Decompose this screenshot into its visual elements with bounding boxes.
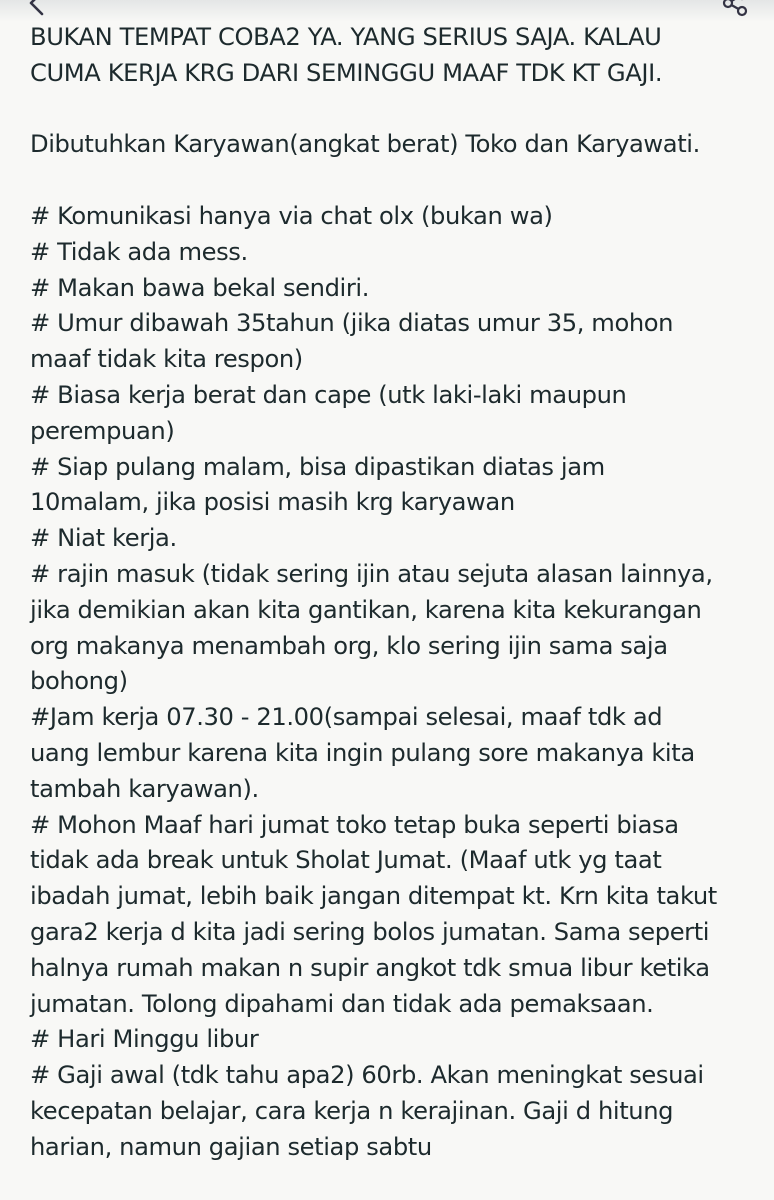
- post-line: # Siap pulang malam, bisa dipastikan diatas jam: [30, 452, 605, 481]
- post-line: perempuan): [30, 416, 175, 445]
- post-line: # Mohon Maaf hari jumat toko tetap buka seperti biasa: [30, 810, 679, 839]
- post-line: tambah karyawan).: [30, 774, 259, 803]
- post-line: # Biasa kerja berat dan cape (utk laki-laki maupun: [30, 380, 627, 409]
- post-line: # Tidak ada mess.: [30, 237, 248, 266]
- post-line: # Hari Minggu libur: [30, 1025, 259, 1054]
- post-line: jumatan. Tolong dipahami dan tidak ada pemaksaan.: [30, 989, 654, 1018]
- post-line: uang lembur karena kita ingin pulang sore makanya kita: [30, 738, 695, 767]
- post-line: ibadah jumat, lebih baik jangan ditempat kt. Krn kita takut: [30, 882, 717, 911]
- paragraph-gap: [30, 92, 760, 128]
- post-line: jika demikian akan kita gantikan, karena kita kekurangan: [30, 595, 702, 624]
- post-line: harian, namun gajian setiap sabtu: [30, 1132, 432, 1161]
- post-line: # Umur dibawah 35tahun (jika diatas umur 35, mohon: [30, 309, 674, 338]
- post-line: gara2 kerja d kita jadi sering bolos jumatan. Sama seperti: [30, 917, 710, 946]
- post-line: maaf tidak kita respon): [30, 345, 303, 374]
- post-line: BUKAN TEMPAT COBA2 YA. YANG SERIUS SAJA. KALAU: [30, 23, 662, 51]
- post-text: [30, 20, 760, 1166]
- post-line: 10malam, jika posisi masih krg karyawan: [30, 488, 515, 517]
- post-line: org makanya menambah org, klo sering ijin sama saja: [30, 631, 668, 660]
- post-line: # Niat kerja.: [30, 524, 177, 553]
- top-toolbar: [0, 0, 774, 22]
- post-line: # rajin masuk (tidak sering ijin atau sejuta alasan lainnya,: [30, 559, 713, 588]
- post-line: # Gaji awal (tdk tahu apa2) 60rb. Akan meningkat sesuai: [30, 1061, 704, 1090]
- post-line: # Makan bawa bekal sendiri.: [30, 273, 370, 302]
- post-line: kecepatan belajar, cara kerja n kerajinan. Gaji d hitung: [30, 1096, 674, 1125]
- post-line: Dibutuhkan Karyawan(angkat berat) Toko dan Karyawati.: [30, 130, 700, 159]
- post-line: #Jam kerja 07.30 - 21.00(sampai selesai, maaf tdk ad: [30, 703, 663, 732]
- back-arrow-icon[interactable]: [22, 0, 52, 18]
- share-icon[interactable]: [720, 0, 750, 18]
- post-line: # Komunikasi hanya via chat olx (bukan wa): [30, 201, 553, 230]
- post-line: CUMA KERJA KRG DARI SEMINGGU MAAF TDK KT GAJI.: [30, 58, 663, 87]
- post-line: bohong): [30, 667, 128, 696]
- post-line: tidak ada break untuk Sholat Jumat. (Maaf utk yg taat: [30, 846, 662, 875]
- paragraph-gap: [30, 163, 760, 199]
- post-line: halnya rumah makan n supir angkot tdk smua libur ketika: [30, 953, 710, 982]
